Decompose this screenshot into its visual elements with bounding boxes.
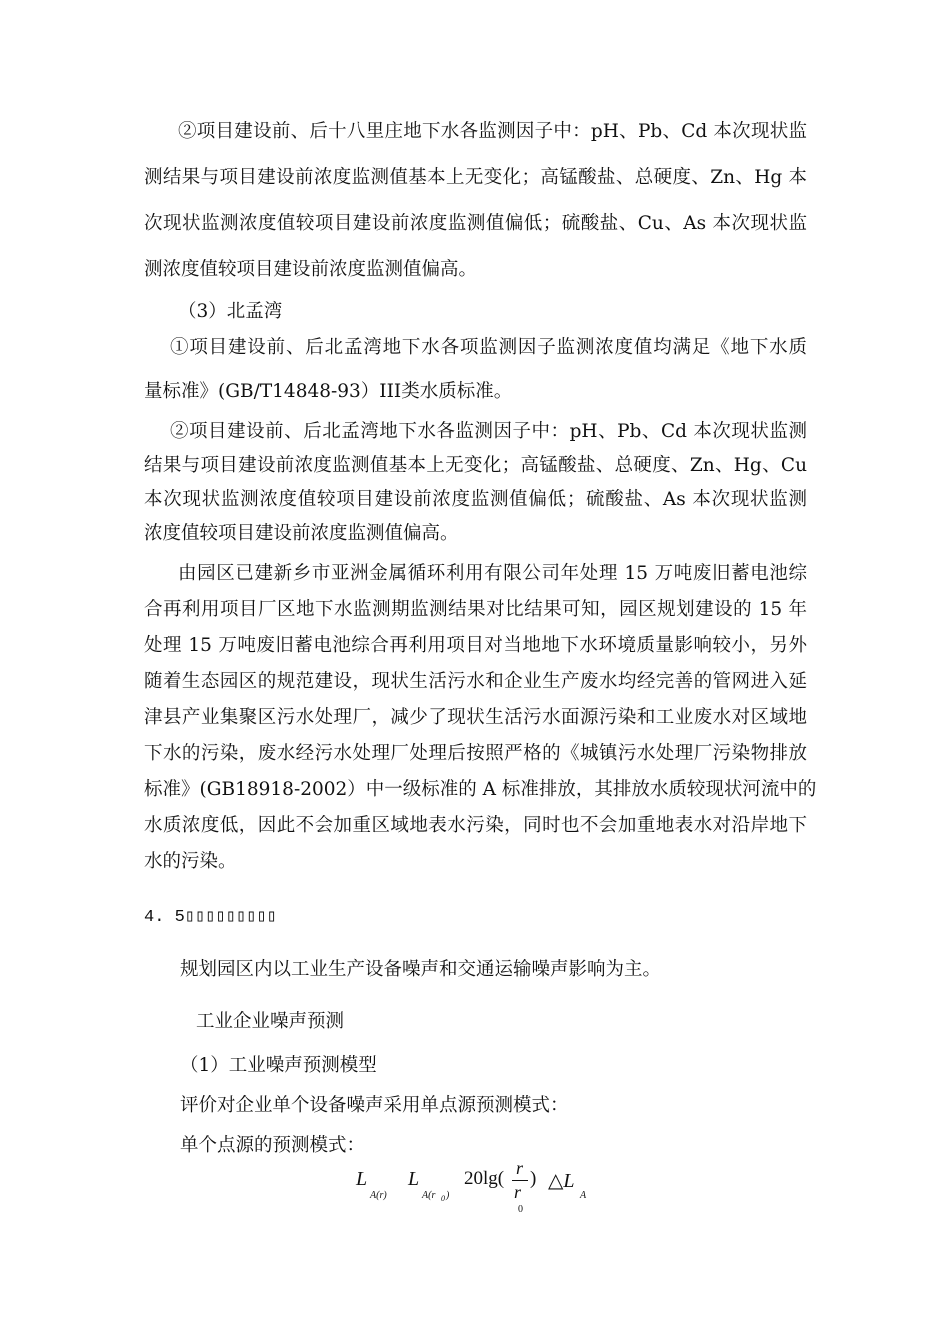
paragraph-line: 次现状监测浓度值较项目建设前浓度监测值偏低；硫酸盐、Cu、As 本次现状监 — [144, 213, 807, 234]
paragraph-line: 合再利用项目厂区地下水监测期监测结果对比结果可知，园区规划建设的 15 年 — [144, 599, 807, 620]
formula-close: ) — [530, 1168, 537, 1189]
paragraph-line: ②项目建设前、后北孟湾地下水各监测因子中：pH、Pb、Cd 本次现状监测 — [170, 421, 807, 442]
paragraph-line: ①项目建设前、后北孟湾地下水各项监测因子监测浓度值均满足《地下水质 — [170, 337, 807, 358]
formula-L: L — [408, 1168, 420, 1190]
formula-sub: 0 — [518, 1204, 523, 1215]
paragraph-line: 随着生态园区的规范建设，现状生活污水和企业生产废水均经完善的管网进入延 — [144, 671, 807, 692]
formula-sub: 0 — [441, 1194, 445, 1203]
noise-title: 工业企业噪声预测 — [196, 1011, 345, 1032]
paragraph-line: 处理 15 万吨废旧蓄电池综合再利用项目对当地地下水环境质量影响较小，另外 — [144, 635, 807, 656]
noise-intro: 规划园区内以工业生产设备噪声和交通运输噪声影响为主。 — [180, 959, 662, 980]
paragraph-line: 津县产业集聚区污水处理厂，减少了现状生活污水面源污染和工业废水对区域地 — [144, 707, 807, 728]
paragraph-line: 浓度值较项目建设前浓度监测值偏高。 — [144, 523, 459, 544]
subsection-heading: （3）北孟湾 — [178, 301, 283, 322]
paragraph-line: 由园区已建新乡市亚洲金属循环利用有限公司年处理 15 万吨废旧蓄电池综 — [178, 563, 807, 584]
paragraph-line: ②项目建设前、后十八里庄地下水各监测因子中：pH、Pb、Cd 本次现状监 — [178, 121, 807, 142]
noise-model-heading: （1）工业噪声预测模型 — [180, 1055, 377, 1076]
fraction-bar — [512, 1180, 528, 1181]
paragraph-line: 量标准》(GB/T14848-93）III类水质标准。 — [144, 381, 513, 402]
point-source-formula — [350, 1158, 610, 1218]
formula-sub: A(r — [422, 1190, 436, 1201]
formula-caption: 单个点源的预测模式： — [180, 1135, 366, 1156]
paragraph-line: 标准》(GB18918-2002）中一级标准的 A 标准排放，其排放水质较现状河流中的 — [144, 779, 817, 800]
paragraph-line: 测结果与项目建设前浓度监测值基本上无变化；高锰酸盐、总硬度、Zn、Hg 本 — [144, 167, 807, 188]
paragraph-line: 本次现状监测浓度值较项目建设前浓度监测值偏低；硫酸盐、As 本次现状监测 — [144, 489, 807, 510]
formula-delta: △L — [548, 1170, 575, 1192]
noise-method: 评价对企业单个设备噪声采用单点源预测模式： — [180, 1095, 569, 1116]
paragraph-line: 结果与项目建设前浓度监测值基本上无变化；高锰酸盐、总硬度、Zn、Hg、Cu — [144, 455, 807, 476]
paragraph-line: 水质浓度低，因此不会加重区域地表水污染，同时也不会加重地表水对沿岸地下 — [144, 815, 807, 836]
section-heading: 4. 5▯▯▯▯▯▯▯▯▯ — [144, 908, 277, 927]
formula-numerator: r — [516, 1158, 524, 1178]
formula-sub: ) — [446, 1190, 450, 1201]
paragraph-line: 水的污染。 — [144, 851, 237, 872]
formula-term: 20lg( — [464, 1168, 505, 1189]
formula-sub: A — [580, 1190, 587, 1201]
formula-L: L — [356, 1168, 368, 1190]
formula-sub: A(r) — [370, 1190, 387, 1201]
formula-denominator: r — [514, 1182, 522, 1202]
paragraph-line: 测浓度值较项目建设前浓度监测值偏高。 — [144, 259, 478, 280]
paragraph-line: 下水的污染，废水经污水处理厂处理后按照严格的《城镇污水处理厂污染物排放 — [144, 743, 807, 764]
